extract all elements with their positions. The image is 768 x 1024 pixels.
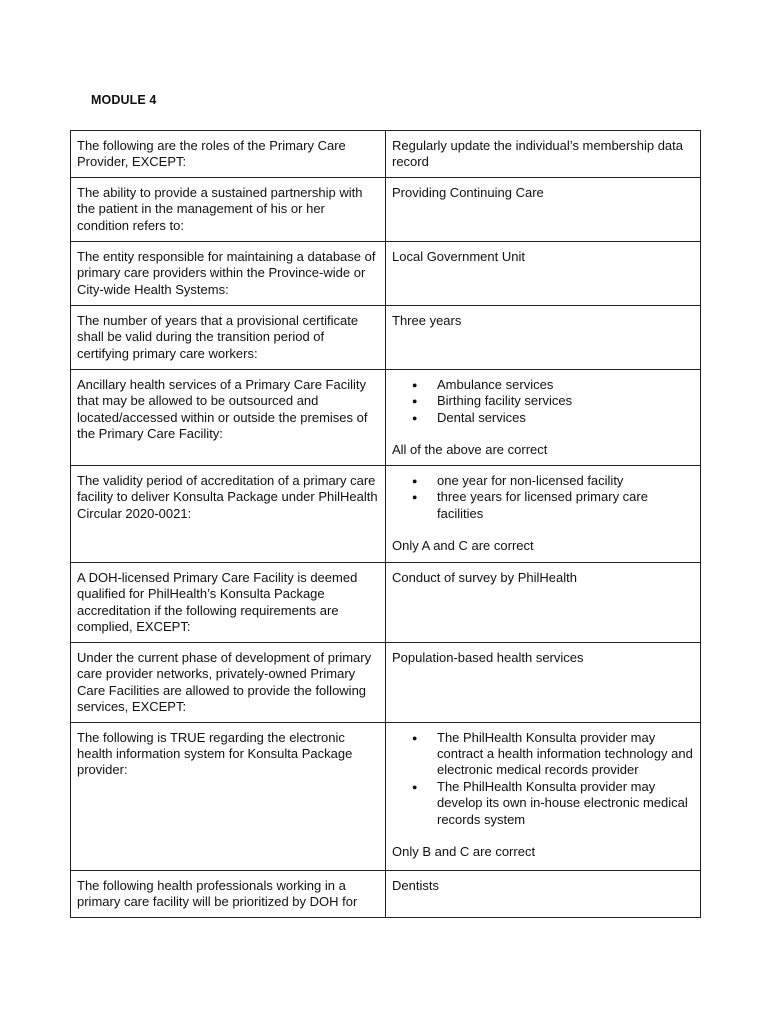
question-cell: Ancillary health services of a Primary Care Facility that may be allowed to be outsourced and located/accessed within or outside the premises of the Primary Care Facility: [71, 370, 386, 466]
table-row [71, 870, 701, 917]
answer-cell: Regularly update the individual’s membership data record [386, 131, 701, 178]
answer-cell: Three years [386, 306, 701, 370]
page-title: MODULE 4 [91, 93, 157, 107]
table-row [71, 370, 701, 466]
question-cell: The following health professionals working in a primary care facility will be prioritized by DOH for [71, 870, 386, 917]
list-item: ● Birthing facility services [437, 393, 694, 409]
table-row [71, 242, 701, 306]
question-cell: The validity period of accreditation of a primary care facility to deliver Konsulta Package under PhilHealth Circular 2020-0021: [71, 466, 386, 563]
answer-cell: Local Government Unit [386, 242, 701, 306]
answer-cell [386, 466, 701, 563]
list-item: ● The PhilHealth Konsulta provider may contract a health information technology and electronic medical records provider [437, 730, 694, 779]
question-cell: A DOH-licensed Primary Care Facility is deemed qualified for PhilHealth’s Konsulta Package accreditation if the following requirements are complied, EXCEPT: [71, 563, 386, 643]
question-cell: The ability to provide a sustained partnership with the patient in the management of his or her condition refers to: [71, 178, 386, 242]
answer-cell [386, 370, 701, 466]
answer-cell: Conduct of survey by PhilHealth [386, 563, 701, 643]
answer-note: All of the above are correct [392, 442, 548, 458]
answer-cell [386, 722, 701, 870]
qa-table [70, 130, 701, 918]
table-row [71, 306, 701, 370]
table-row [71, 563, 701, 643]
question-cell: The following is TRUE regarding the electronic health information system for Konsulta Package provider: [71, 722, 386, 870]
question-cell: The number of years that a provisional certificate shall be valid during the transition period of certifying primary care workers: [71, 306, 386, 370]
table-row [71, 178, 701, 242]
table-row [71, 466, 701, 563]
answer-cell: Providing Continuing Care [386, 178, 701, 242]
table-row [71, 722, 701, 870]
table-row [71, 131, 701, 178]
answer-cell: Dentists [386, 870, 701, 917]
list-item: ● Ambulance services [437, 377, 694, 393]
question-cell: The following are the roles of the Primary Care Provider, EXCEPT: [71, 131, 386, 178]
list-item: ● The PhilHealth Konsulta provider may develop its own in-house electronic medical records system [437, 779, 694, 828]
bullet-list [392, 377, 694, 426]
question-cell: Under the current phase of development of primary care provider networks, privately-owned Primary Care Facilities are allowed to provide the following services, EXCEPT: [71, 643, 386, 723]
bullet-list [392, 730, 694, 828]
list-item: ● three years for licensed primary care facilities [437, 489, 694, 522]
answer-note: Only A and C are correct [392, 538, 534, 554]
table-row [71, 643, 701, 723]
list-item: ● one year for non-licensed facility [437, 473, 694, 489]
question-cell: The entity responsible for maintaining a database of primary care providers within the Province-wide or City-wide Health Systems: [71, 242, 386, 306]
list-item: ● Dental services [437, 410, 694, 426]
bullet-list [392, 473, 694, 522]
answer-note: Only B and C are correct [392, 844, 536, 860]
answer-cell: Population-based health services [386, 643, 701, 723]
